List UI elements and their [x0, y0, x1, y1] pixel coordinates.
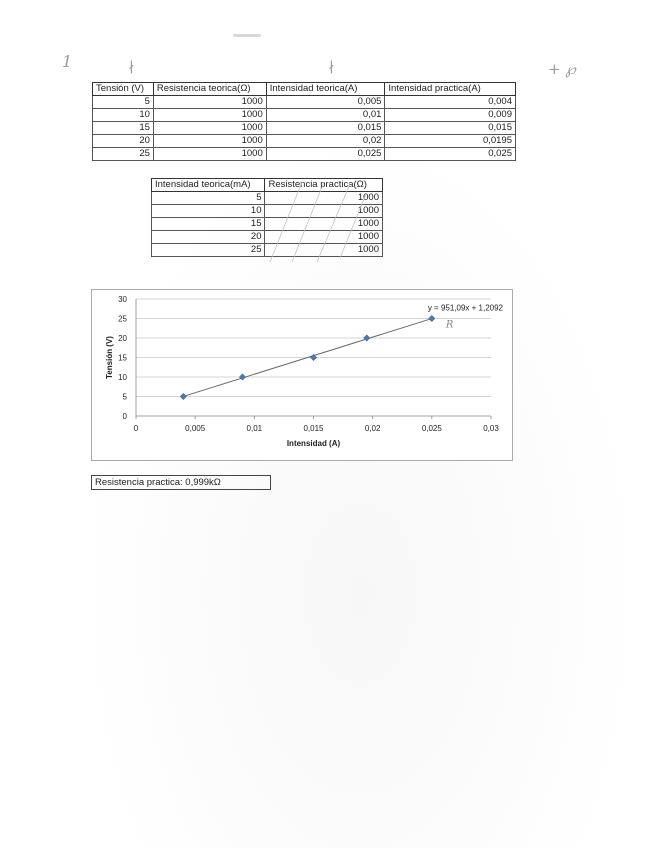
table-cell: 0,0195: [385, 135, 516, 148]
x-tick-label: 0,01: [246, 424, 263, 433]
table-row: [93, 109, 516, 122]
handwritten-mark-a: ∤: [128, 60, 135, 76]
table-row: [93, 122, 516, 135]
table-cell: 0,025: [266, 148, 385, 161]
table-cell: 1000: [265, 218, 383, 231]
table-cell: 10: [93, 109, 154, 122]
table-cell: 10: [152, 205, 265, 218]
table-cell: 1000: [265, 244, 383, 257]
table-cell: 1000: [153, 122, 266, 135]
handwritten-mark-b: ∤: [328, 60, 335, 76]
handwritten-page-number: 1: [62, 52, 73, 71]
data-point: [364, 335, 370, 341]
x-tick-label: 0,005: [185, 424, 206, 433]
table-cell: 0,015: [385, 122, 516, 135]
x-tick-label: 0,015: [303, 424, 324, 433]
table-cell: 0,02: [266, 135, 385, 148]
column-header: Intensidad teorica(mA): [152, 179, 265, 192]
table-cell: 5: [152, 192, 265, 205]
column-header: Intensidad teorica(A): [266, 83, 385, 96]
column-header: Tensión (V): [93, 83, 154, 96]
y-tick-label: 5: [122, 392, 127, 402]
x-tick-label: 0: [133, 424, 139, 433]
pencil-hatching: [262, 178, 372, 264]
x-tick-label: 0,03: [483, 424, 499, 433]
column-header: Intensidad practica(A): [385, 83, 516, 96]
table-cell: 15: [152, 218, 265, 231]
data-point: [180, 393, 186, 399]
column-header: Resistencia practica(Ω): [265, 179, 383, 192]
scan-smudge: [233, 34, 261, 37]
equation-label: y = 951,09x + 1,2092: [427, 303, 504, 313]
table-cell: 5: [93, 96, 154, 109]
column-header: Resistencia teorica(Ω): [153, 83, 266, 96]
table-cell: 1000: [153, 96, 266, 109]
table-cell: 0,004: [385, 96, 516, 109]
table-cell: 1000: [265, 192, 383, 205]
table-cell: 0,01: [266, 109, 385, 122]
table-cell: 0,025: [385, 148, 516, 161]
table-row: [93, 96, 516, 109]
table-cell: 20: [93, 135, 154, 148]
table-header-row: [93, 83, 516, 96]
y-tick-label: 15: [118, 353, 127, 363]
table-cell: 1000: [153, 109, 266, 122]
table-cell: 1000: [153, 135, 266, 148]
table-cell: 1000: [153, 148, 266, 161]
table-row: [93, 135, 516, 148]
y-tick-label: 30: [118, 295, 127, 304]
chart-container: [91, 289, 513, 461]
y-tick-label: 10: [118, 373, 127, 382]
table-cell: 0,005: [266, 96, 385, 109]
table-cell: 0,015: [266, 122, 385, 135]
y-tick-label: 25: [118, 314, 127, 324]
equation-annotation: R: [445, 319, 454, 331]
y-axis-title: Tensión (V): [105, 336, 114, 379]
handwritten-mark-c: + ℘: [548, 60, 576, 78]
table-cell: 1000: [265, 231, 383, 244]
table-cell: 25: [152, 244, 265, 257]
table-cell: 25: [93, 148, 154, 161]
y-tick-label: 0: [122, 412, 127, 421]
data-point: [239, 374, 245, 380]
scatter-chart: [92, 290, 512, 460]
table-cell: 1000: [265, 205, 383, 218]
result-box: Resistencia practica: 0,999kΩ: [91, 475, 271, 490]
table-cell: 15: [93, 122, 154, 135]
table-row: [93, 148, 516, 161]
x-axis-title: Intensidad (A): [286, 439, 341, 448]
x-tick-label: 0,02: [364, 424, 381, 433]
measurements-table: [92, 82, 516, 161]
table-cell: 20: [152, 231, 265, 244]
data-point: [429, 315, 435, 321]
x-tick-label: 0,025: [421, 424, 442, 433]
table-cell: 0,009: [385, 109, 516, 122]
y-tick-label: 20: [118, 334, 127, 343]
